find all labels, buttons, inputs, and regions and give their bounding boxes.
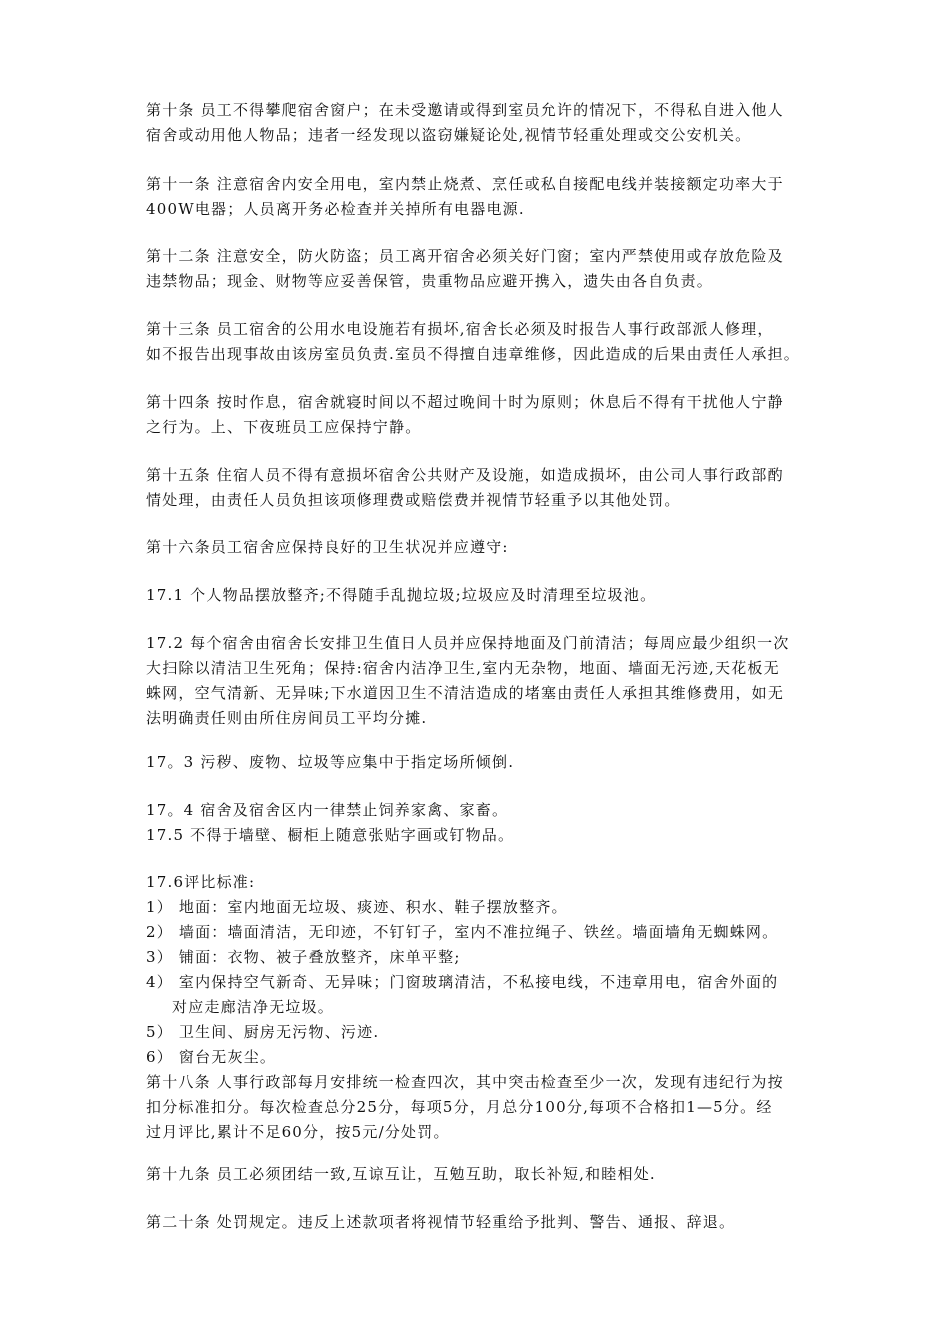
article-16: 第十六条员工宿舍应保持良好的卫生状况并应遵守: xyxy=(146,538,509,556)
clause-17-4-5: 17。4 宿舍及宿舍区内一律禁止饲养家禽、家畜。 17.5 不得于墙壁、橱柜上随意张贴字画或钉物品。 xyxy=(146,801,515,844)
article-15: 第十五条 住宿人员不得有意损坏宿舍公共财产及设施，如造成损坏，由公司人事行政部酌 情处理，由责任人员负担该项修理费或赔偿费并视情节轻重予以其他处罚。 xyxy=(146,466,784,509)
article-20: 第二十条 处罚规定。违反上述款项者将视情节轻重给予批判、警告、通报、辞退。 xyxy=(146,1213,736,1231)
clause-17-3: 17。3 污秽、废物、垃圾等应集中于指定场所倾倒. xyxy=(146,753,515,771)
article-14: 第十四条 按时作息，宿舍就寝时间以不超过晚间十时为原则；休息后不得有干扰他人宁静 之行为。上、下夜班员工应保持宁静。 xyxy=(146,393,784,436)
clause-17-1: 17.1 个人物品摆放整齐;不得随手乱抛垃圾;垃圾应及时清理至垃圾池。 xyxy=(146,586,657,604)
article-10: 第十条 员工不得攀爬宿舍窗户；在未受邀请或得到室员允许的情况下，不得私自进入他人 宿舍或动用他人物品；违者一经发现以盗窃嫌疑论处,视情节轻重处理或交公安机关。 xyxy=(146,101,784,144)
article-19: 第十九条 员工必须团结一致,互谅互让，互勉互助，取长补短,和睦相处. xyxy=(146,1165,656,1183)
article-13: 第十三条 员工宿舍的公用水电设施若有损坏,宿舍长必须及时报告人事行政部派人修理， 如不报告出现事故由该房室员负责.室员不得擅自违章维修，因此造成的后果由责任人承担。 xyxy=(146,320,800,363)
article-11: 第十一条 注意宿舍内安全用电，室内禁止烧煮、烹任或私自接配电线并装接额定功率大于 400W电器；人员离开务必检查并关掉所有电器电源. xyxy=(146,175,784,218)
clause-17-2: 17.2 每个宿舍由宿舍长安排卫生值日人员并应保持地面及门前清洁；每周应最少组织一次 大扫除以清洁卫生死角；保持:宿舍内洁净卫生,室内无杂物，地面、墙面无污迹,天花板无 蛛网，空气清新、无异味;下水道因卫生不清洁造成的堵塞由责任人承担其维修费用，如无 法明确责任则由所住房间员工平均分摊. xyxy=(146,634,790,727)
clause-17-6-and-article-18: 17.6评比标准: 1） 地面：室内地面无垃圾、痰迹、积水、鞋子摆放整齐。 2） 墙面：墙面清洁，无印迹，不钉钉子，室内不准拉绳子、铁丝。墙面墙角无蜘蛛网。 3） 铺面：衣物、被子叠放整齐，床单平整; 4） 室内保持空气新奇、无异味；门窗玻璃清洁，不私接电线，不违章用电，宿舍外面的 对应走廊洁净无垃圾。 5） 卫生间、厨房无污物、污迹. 6） 窗台无灰尘。 第十八条 人事行政部每月安排统一检查四次，其中突击检查至少一次，发现有违纪行为按 扣分标准扣分。每次检查总分25分，每项5分，月总分100分,每项不合格扣1—5分。经 过月评比,累计不足60分，按5元/分处罚。 xyxy=(146,873,784,1141)
article-12: 第十二条 注意安全，防火防盗；员工离开宿舍必须关好门窗；室内严禁使用或存放危险及 违禁物品；现金、财物等应妥善保管，贵重物品应避开携入，遗失由各自负责。 xyxy=(146,247,784,290)
